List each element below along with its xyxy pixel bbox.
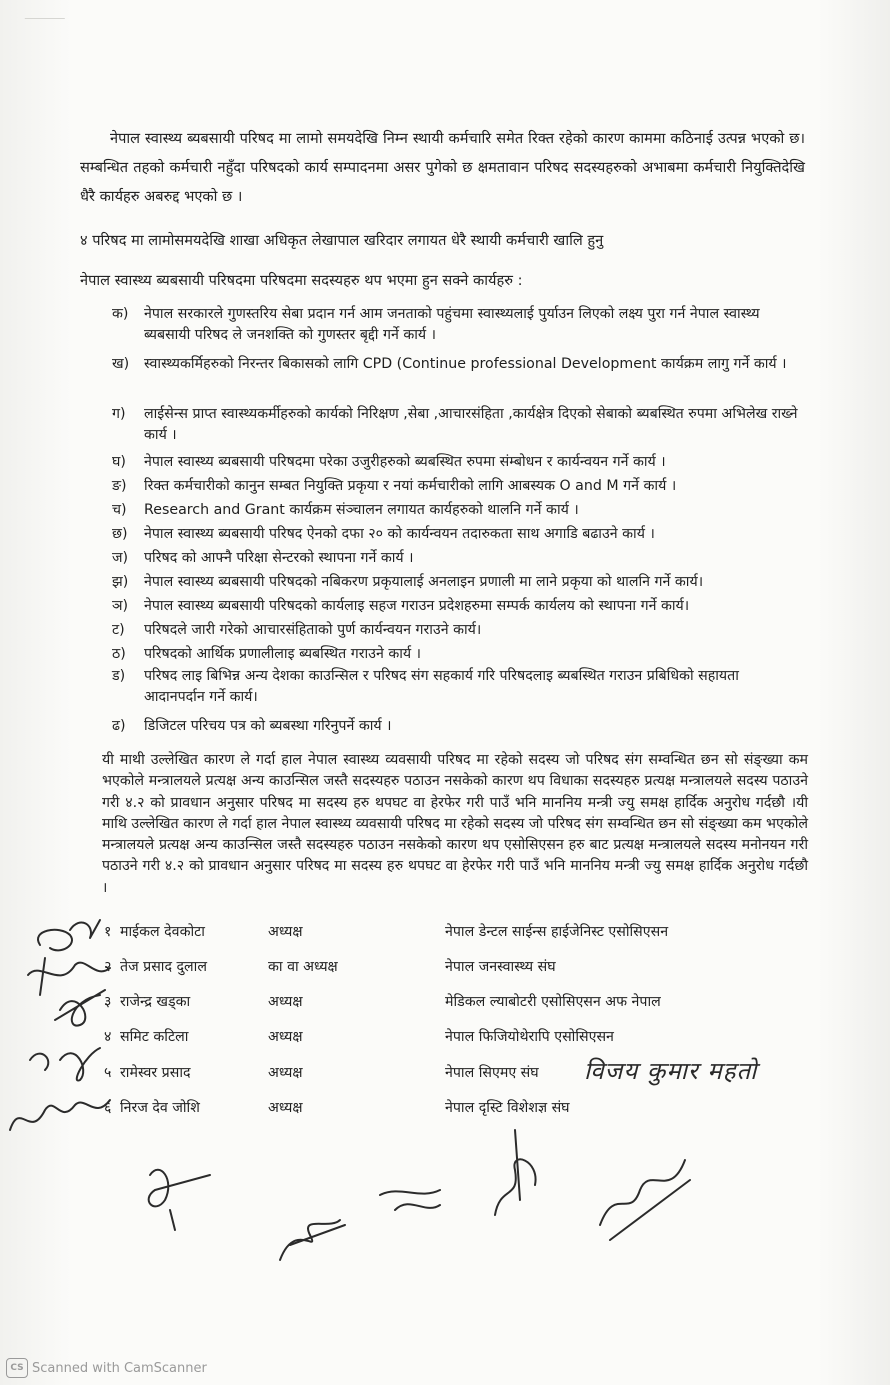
- list-item-text: स्वास्थ्यकर्मिहरुको निरन्तर बिकासको लागि CPD (Continue professional Development कार्यक्रम लागु गर्ने कार्य ।: [144, 356, 787, 372]
- signatory-number: ४: [104, 1029, 112, 1045]
- list-marker: ङ): [112, 478, 127, 494]
- list-marker: ख): [112, 356, 130, 372]
- signatory-name: माईकल देवकोटा: [120, 924, 205, 940]
- list-item-text: लाईसेन्स प्राप्त स्वास्थ्यकर्मीहरुको कार्यको निरिक्षण ,सेबा ,आचारसंहिता ,कार्यक्षेत्र दिएको सेबाको ब्यबस्थित रुपमा अभिलेख राख्ने कार्य ।: [144, 406, 798, 443]
- signatory-number: २: [104, 959, 112, 975]
- list-item-text: रिक्त कर्मचारीको कानुन सम्बत नियुक्ति प्रकृया र नयां कर्मचारीको लागि आबस्यक O and M गर्ने कार्य ।: [144, 478, 677, 494]
- list-marker: च): [112, 502, 127, 518]
- signature-10: [600, 1160, 690, 1240]
- signatory-organization: मेडिकल ल्याबोटरी एसोसिएसन अफ नेपाल: [445, 994, 661, 1010]
- signatory-role: अध्यक्ष: [268, 924, 303, 940]
- signatory-role: अध्यक्ष: [268, 994, 303, 1010]
- list-marker: ड): [112, 668, 126, 684]
- signatory-row: [0, 992, 890, 1020]
- intro-paragraph: नेपाल स्वास्थ्य ब्यबसायी परिषद मा लामो समयदेखि निम्न स्थायी कर्मचारि समेत रिक्त रहेको कारण काममा कठिनाई उत्पन्न भएको छ।सम्बन्धित तहको कर्मचारी नहुँदा परिषदको कार्य सम्पादनमा असर पुगेको छ क्षमतावान परिषद सदस्यहरुको अभाबमा कर्मचारी नियुक्तिदेखि धैरै कार्यहरु अबरुद्द भएको छ ।: [80, 130, 805, 205]
- signatory-role: अध्यक्ष: [268, 1029, 303, 1045]
- list-marker: क): [112, 306, 129, 322]
- signatory-organization: नेपाल डेन्टल साईन्स हाईजेनिस्ट एसोसिएसन: [445, 924, 669, 940]
- handwritten-name: विजय कुमार महतो: [584, 1057, 758, 1085]
- signatory-organization: नेपाल जनस्वास्थ्य संघ: [445, 959, 556, 975]
- signatory-number: ६: [104, 1100, 112, 1116]
- list-marker: झ): [112, 574, 129, 590]
- list-item-text: नेपाल स्वास्थ्य ब्यबसायी परिषदमा परेका उजुरीहरुको ब्यबस्थित रुपमा संम्बोधन र कार्यन्वयन गर्ने कार्य ।: [144, 454, 666, 470]
- intro-line-tasks-heading: नेपाल स्वास्थ्य ब्यबसायी परिषदमा परिषदमा सदस्यहरु थप भएमा हुन सक्ने कार्यहरु :: [80, 272, 523, 289]
- signatory-number: ५: [104, 1065, 112, 1081]
- intro-line-staff-vacancy: ४ परिषद मा लामोसमयदेखि शाखा अधिकृत लेखापाल खरिदार लगायत धेरै स्थायी कर्मचारी खालि हुनु: [80, 232, 604, 249]
- signatory-role: अध्यक्ष: [268, 1065, 303, 1081]
- list-item-text: नेपाल सरकारले गुणस्तरिय सेबा प्रदान गर्न आम जनताको पहुंचमा स्वास्थ्यलाई पुर्याउन लिएको लक्ष्य पुरा गर्न नेपाल स्वास्थ्य ब्यबसायी परिषद ले जनशक्ति को गुणस्तर बृद्दी गर्ने कार्य ।: [144, 306, 760, 343]
- list-item-text: नेपाल स्वास्थ्य ब्यबसायी परिषद ऐनको दफा २० को कार्यन्वयन तदारुकता साथ अगाडि बढाउने कार्य ।: [144, 526, 655, 542]
- list-marker: ज): [112, 550, 129, 566]
- list-item-text: परिषद को आफ्नै परिक्षा सेन्टरको स्थापना गर्ने कार्य ।: [144, 550, 414, 566]
- list-marker: छ): [112, 526, 128, 542]
- signature-9: [495, 1130, 536, 1215]
- scanner-footer: [6, 1358, 207, 1378]
- signatory-row: [0, 1098, 890, 1126]
- list-item-text: नेपाल स्वास्थ्य ब्यबसायी परिषदको नबिकरण प्रकृयालाई अनलाइन प्रणाली मा लाने प्रकृया को थालनि गर्ने कार्य।: [144, 574, 704, 590]
- signatory-name: राजेन्द्र खड्का: [120, 994, 191, 1010]
- signatory-number: १: [104, 924, 112, 940]
- signatory-name: तेज प्रसाद दुलाल: [120, 959, 207, 975]
- signatory-name: निरज देव जोशि: [120, 1100, 200, 1116]
- signatory-organization: नेपाल सिएमए संघ: [445, 1065, 539, 1081]
- signatory-row: [0, 922, 890, 950]
- signatory-row: [0, 1027, 890, 1055]
- list-item-text: परिषदले जारी गरेको आचारसंहिताको पुर्ण कार्यन्वयन गराउने कार्य।: [144, 622, 482, 638]
- signatory-organization: नेपाल दृस्टि विशेशज्ञ संघ: [445, 1100, 570, 1116]
- list-marker: ग): [112, 406, 126, 422]
- list-marker: ट): [112, 622, 125, 638]
- list-marker: ञ): [112, 598, 129, 614]
- list-marker: ढ): [112, 718, 126, 734]
- signatory-organization: नेपाल फिजियोथेरापि एसोसिएसन: [445, 1029, 614, 1045]
- list-marker: घ): [112, 454, 126, 470]
- closing-request-paragraph: यी माथी उल्लेखित कारण ले गर्दा हाल नेपाल स्वास्थ्य व्यवसायी परिषद मा रहेको सदस्य जो परिषद संग सम्वन्धित छन सो संङ्ख्या कम भएकोले मन्त्रालयले प्रत्यक्ष अन्य काउन्सिल जस्तै सदस्यहरु पठाउन नसकेको कारण थप विधाका सदस्यहरु प्रत्यक्ष मन्त्रालयले सदस्य पठाउने गरी ४.२ को प्रावधान अनुसार परिषद मा सदस्य हरु थपघट वा हेरफेर गरी पाउँ भनि माननिय मन्त्री ज्यु समक्ष हार्दिक अनुरोध गर्दछौ ।यी माथि उल्लेखित कारण ले गर्दा हाल नेपाल स्वास्थ्य व्यवसायी परिषद मा रहेको सदस्य जो परिषद संग सम्वन्धित छन सो संङ्ख्या कम भएकोले मन्त्रालयले प्रत्यक्ष अन्य काउन्सिल जस्तै सदस्यहरु पठाउन नसकेको कारण थप एसोसिएसन हरु बाट प्रत्यक्ष मन्त्रालयले सदस्य मनोनयन गरी पठाउने गरी ४.२ को प्रावधान अनुसार परिषद मा सदस्य हरु थपघट वा हेरफेर गरी पाउँ भनि माननिय मन्त्री ज्यु समक्ष हार्दिक अनुरोध गर्दछौ ।: [102, 752, 808, 896]
- signatory-name: रामेस्वर प्रसाद: [120, 1065, 191, 1081]
- scanner-watermark-text: Scanned with CamScanner: [32, 1360, 207, 1376]
- list-item-text: परिषद लाइ बिभिन्न अन्य देशका काउन्सिल र परिषद संग सहकार्य गरि परिषदलाइ ब्यबस्थित गराउन प्रबिधिको सहायता आदानपर्दान गर्ने कार्य।: [144, 668, 739, 705]
- list-item-text: डिजिटल परिचय पत्र को ब्यबस्था गरिनुपर्ने कार्य ।: [144, 718, 392, 734]
- signatory-number: ३: [104, 994, 112, 1010]
- camscanner-logo: CS: [6, 1358, 28, 1378]
- signature-8: [380, 1190, 440, 1210]
- signature-7: [280, 1220, 345, 1260]
- list-item-text: Research and Grant कार्यक्रम संञ्चालन लगायत कार्यहरुको थालनि गर्ने कार्य ।: [144, 502, 579, 518]
- signatory-role: का वा अध्यक्ष: [268, 959, 338, 975]
- signatory-row: [0, 957, 890, 985]
- signatory-name: समिट कटिला: [120, 1029, 189, 1045]
- list-item-text: परिषदको आर्थिक प्रणालीलाइ ब्यबस्थित गराउने कार्य ।: [144, 646, 422, 662]
- list-item-text: नेपाल स्वास्थ्य ब्यबसायी परिषदको कार्यलाइ सहज गराउन प्रदेशहरुमा सम्पर्क कार्यलय को स्थापना गर्ने कार्य।: [144, 598, 690, 614]
- page-corner: [25, 0, 76, 19]
- list-marker: ठ): [112, 646, 126, 662]
- signatory-role: अध्यक्ष: [268, 1100, 303, 1116]
- signature-6: [149, 1170, 210, 1230]
